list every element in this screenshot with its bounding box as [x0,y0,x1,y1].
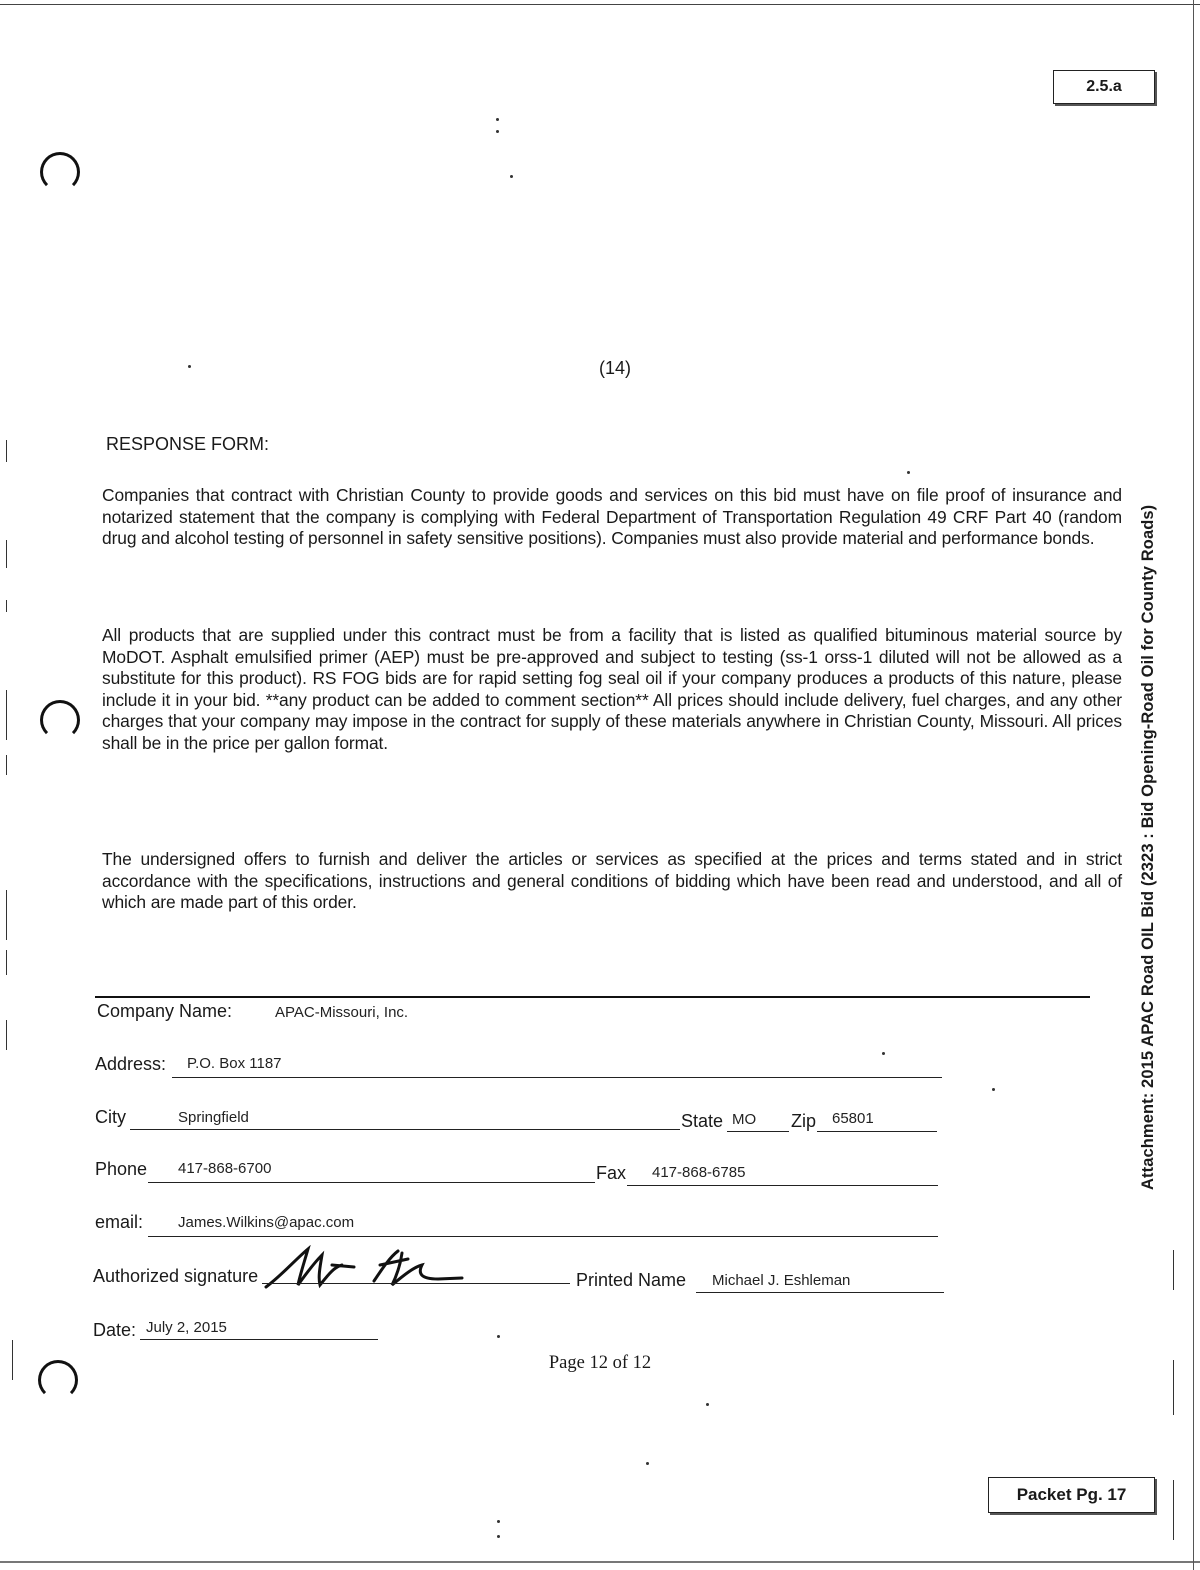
city-line [130,1129,680,1130]
section-divider [95,996,1090,998]
city-value: Springfield [178,1109,249,1126]
phone-line [148,1182,595,1183]
fax-value: 417-868-6785 [652,1164,746,1181]
speck [510,175,513,178]
speck [646,1462,649,1465]
printed-name-label: Printed Name [576,1270,687,1290]
attachment-text: Attachment: 2015 APAC Road OIL Bid (2323 : Bid Opening-Road Oil for County Roads) [1139,504,1157,1190]
phone-label: Phone [95,1159,148,1179]
company-name-value: APAC-Missouri, Inc. [275,1004,409,1021]
form-heading: RESPONSE FORM: [106,434,270,454]
speck [992,1088,995,1091]
fax-line [627,1185,938,1186]
speck [497,1335,500,1338]
punch-hole-icon [40,152,80,192]
scan-edge-bottom [0,1561,1200,1563]
fax-label: Fax [596,1163,627,1183]
signature-line [262,1283,570,1284]
address-label: Address: [95,1054,167,1074]
handwritten-signature-icon [262,1245,467,1293]
printed-name-line [696,1292,944,1293]
scan-edge-right [1193,0,1194,1570]
speck [907,471,910,474]
date-value: July 2, 2015 [146,1319,227,1336]
scan-mark [1173,1250,1174,1290]
phone-value: 417-868-6700 [178,1160,272,1177]
packet-page-tag: Packet Pg. 17 [988,1477,1155,1513]
scan-mark [6,950,7,975]
date-line [140,1339,378,1340]
date-label: Date: [93,1320,137,1340]
speck [497,1535,500,1538]
zip-line [817,1131,937,1132]
paragraph-insurance: Companies that contract with Christian County to provide goods and services on this bid must have on file proof of insurance and notarized statement that the company is complying with Federal Department of Transportation Regulation 49 CRF Part 40 (random drug and alcohol testing of personnel in safety sensitive positions). Companies must also provide material and performance bonds. [102,485,1122,548]
state-label: State [681,1111,724,1131]
email-value: James.Wilkins@apac.com [178,1214,355,1231]
punch-hole-icon [40,700,80,740]
scan-mark [6,890,7,940]
scan-mark [6,540,7,568]
scan-edge-top [0,4,1200,5]
scan-mark [6,690,7,740]
address-line [172,1077,942,1078]
zip-label: Zip [791,1111,817,1131]
signature-label: Authorized signature [93,1266,259,1286]
address-value: P.O. Box 1187 [187,1055,282,1072]
scan-mark [6,1020,7,1050]
state-line [727,1131,789,1132]
email-label: email: [95,1212,144,1232]
page-marker: (14) [598,358,631,378]
printed-name-value: Michael J. Eshleman [712,1272,851,1289]
speck [882,1052,885,1055]
paragraph-offer: The undersigned offers to furnish and deliver the articles or services as specified at the prices and terms stated and in strict accordance with the specifications, instructions and general conditions of bidding which have been read and understood, and all of which are made part of this order. [102,849,1122,912]
email-line [148,1236,938,1237]
scan-mark [12,1340,13,1380]
scan-mark [1173,1480,1174,1540]
speck [496,130,499,133]
speck [706,1403,709,1406]
city-label: City [95,1107,126,1127]
reference-tag: 2.5.a [1053,70,1155,104]
speck [188,365,191,368]
paragraph-products: All products that are supplied under this contract must be from a facility that is listed as qualified bituminous material source by MoDOT. Asphalt emulsified primer (AEP) must be pre-approved and subject to testing (ss-1 orss-1 diluted will not be allowed as a substitute for this product). RS FOG bids are for rapid setting fog seal oil if your company produces a products of this nature, please include it in your bid. **any product can be added to comment section** All prices should include delivery, fuel charges, and any other charges that your company may impose in the contract for supply of these materials anywhere in Christian County, Missouri. All prices shall be in the price per gallon format. [102,625,1122,753]
scan-mark [6,755,7,775]
company-name-label: Company Name: [97,1001,233,1021]
state-value: MO [732,1111,757,1128]
speck [496,118,499,121]
zip-value: 65801 [832,1110,874,1127]
speck [497,1520,500,1523]
scan-mark [6,600,7,612]
scan-mark [1173,1360,1174,1415]
scan-mark [6,440,7,462]
footer-page-number: Page 12 of 12 [548,1353,652,1373]
punch-hole-icon [38,1360,78,1400]
